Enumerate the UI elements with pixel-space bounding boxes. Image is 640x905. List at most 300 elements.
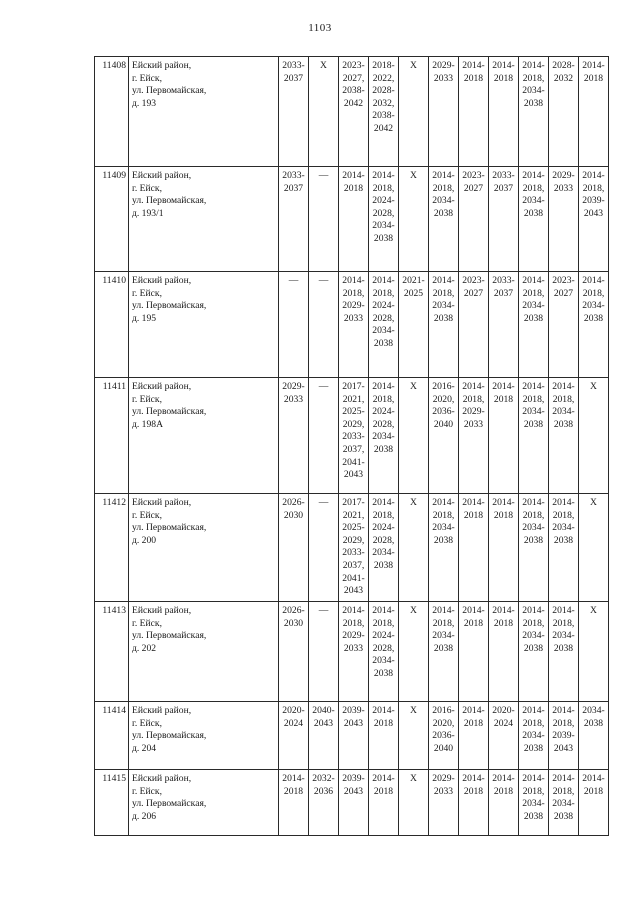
period-cell [459, 378, 489, 494]
cell-line: 2018 [463, 617, 484, 629]
cell-line: 2037 [493, 287, 514, 299]
cell-line: 2018, [372, 393, 395, 405]
period-cell [429, 378, 459, 494]
cell-line: 2030 [283, 617, 304, 629]
period-cell [519, 272, 549, 378]
cell-line: 2043 [343, 585, 364, 597]
cell-line: 2038 [373, 559, 394, 571]
cell-line: 2038 [373, 232, 394, 244]
cell-line: 2018, [522, 509, 545, 521]
cell-line: 2024 [493, 717, 514, 729]
cell-line: 2025 [403, 287, 424, 299]
cell-line: 2020, [432, 717, 455, 729]
period-cell [489, 702, 519, 770]
period-cell [459, 57, 489, 167]
cell-line: 2014- [462, 705, 485, 716]
cell-line: д. 195 [132, 312, 157, 324]
cell-line: 2043 [343, 717, 364, 729]
cell-line: 2038 [373, 443, 394, 455]
period-cell [549, 57, 579, 167]
cell-line: 2018, [552, 785, 575, 797]
period-cell [279, 167, 309, 272]
cell-line: — [318, 170, 329, 181]
cell-line: д. 193/1 [132, 207, 164, 219]
cell-line: 2018, [372, 617, 395, 629]
cell-line: 2018, [432, 182, 455, 194]
cell-line: 2018, [432, 617, 455, 629]
period-cell [309, 770, 339, 836]
cell-line: 2016- [432, 381, 455, 392]
cell-line: 2018, [582, 287, 605, 299]
cell-line: г. Ейск, [132, 182, 162, 194]
cell-line: 2014- [522, 170, 545, 181]
period-cell [519, 167, 549, 272]
period-cell [369, 167, 399, 272]
cell-line: 2034- [552, 630, 575, 642]
cell-line: 2014- [342, 275, 365, 286]
cell-line: ул. Первомайская, [132, 300, 207, 312]
period-cell [339, 378, 369, 494]
cell-line: 2018, [582, 182, 605, 194]
cell-line: 2018, [432, 287, 455, 299]
cell-line: 2033 [433, 72, 454, 84]
period-cell [279, 272, 309, 378]
cell-line: 2034- [432, 522, 455, 534]
cell-line: Ейский район, [132, 381, 192, 392]
cell-line: 2032, [372, 97, 395, 109]
period-cell [489, 167, 519, 272]
cell-line: 2033 [433, 785, 454, 797]
cell-line: ул. Первомайская, [132, 630, 207, 642]
cell-line: 2014- [372, 381, 395, 392]
cell-line: 2038 [553, 534, 574, 546]
cell-line: ул. Первомайская, [132, 522, 207, 534]
cell-line: X [410, 170, 417, 181]
cell-line: X [590, 605, 597, 616]
period-cell [519, 602, 549, 702]
cell-line: 2018 [583, 72, 604, 84]
cell-line: д. 198А [132, 418, 163, 430]
period-cell [429, 167, 459, 272]
cell-line: 2038 [523, 642, 544, 654]
cell-line: ул. Первомайская, [132, 85, 207, 97]
cell-line: 2018, [522, 393, 545, 405]
page-number: 1103 [308, 22, 332, 34]
cell-line: 2043 [553, 742, 574, 754]
cell-line: 2041- [342, 456, 365, 468]
cell-line: 2039- [342, 773, 365, 784]
period-cell [369, 494, 399, 602]
cell-line: 2020- [492, 705, 515, 716]
registry-table-body [95, 57, 609, 836]
cell-line: 2028- [552, 60, 575, 71]
cell-line: 2014- [462, 773, 485, 784]
cell-line: X [410, 497, 417, 508]
period-cell [579, 57, 609, 167]
period-cell [519, 770, 549, 836]
cell-line: 2014- [492, 773, 515, 784]
period-cell [399, 57, 429, 167]
cell-line: 2038 [523, 418, 544, 430]
cell-line: 2038 [373, 337, 394, 349]
cell-line: 2014- [282, 773, 305, 784]
address-cell [129, 602, 279, 702]
cell-line: 2034- [552, 798, 575, 810]
cell-line: 2014- [582, 773, 605, 784]
cell-line: 2037 [493, 182, 514, 194]
address-cell [129, 167, 279, 272]
period-cell [369, 702, 399, 770]
period-cell [579, 378, 609, 494]
period-cell [339, 57, 369, 167]
cell-line: 2014- [552, 605, 575, 616]
period-cell [429, 272, 459, 378]
cell-line: 2014- [432, 497, 455, 508]
cell-line: 2017- [342, 497, 365, 508]
cell-line: 2014- [372, 605, 395, 616]
cell-line: 2018, [372, 287, 395, 299]
cell-line: 2037 [283, 72, 304, 84]
cell-line: 2038 [433, 207, 454, 219]
cell-line: 2020, [432, 393, 455, 405]
period-cell [519, 378, 549, 494]
cell-line: 2018 [283, 785, 304, 797]
period-cell [279, 702, 309, 770]
cell-line: 2028, [372, 207, 395, 219]
cell-line: 2014- [522, 605, 545, 616]
cell-line: д. 206 [132, 810, 157, 822]
cell-line: 2024- [372, 300, 395, 312]
cell-line: 2038 [523, 312, 544, 324]
cell-line: 2014- [462, 497, 485, 508]
cell-line: г. Ейск, [132, 72, 162, 84]
cell-line: 2034- [432, 195, 455, 207]
table-row [95, 770, 609, 836]
cell-line: 2039- [552, 730, 575, 742]
cell-line: 2033- [342, 547, 365, 559]
cell-line: 2014- [522, 60, 545, 71]
period-cell [399, 167, 429, 272]
cell-line: 2036- [432, 406, 455, 418]
period-cell [519, 494, 549, 602]
cell-line: д. 204 [132, 742, 157, 754]
cell-line: X [320, 60, 327, 71]
period-cell [459, 602, 489, 702]
period-cell [369, 272, 399, 378]
period-cell [579, 494, 609, 602]
cell-line: 2018 [343, 182, 364, 194]
cell-line: Ейский район, [132, 170, 192, 181]
cell-line: 2021- [402, 275, 425, 286]
cell-line: X [410, 773, 417, 784]
cell-line: 2033- [492, 170, 515, 181]
period-cell [339, 702, 369, 770]
cell-line: 2038 [523, 742, 544, 754]
record-number: 11409 [95, 167, 129, 272]
cell-line: 2027, [342, 72, 365, 84]
cell-line: 2028, [372, 642, 395, 654]
cell-line: 2033 [553, 182, 574, 194]
cell-line: г. Ейск, [132, 717, 162, 729]
table-row [95, 494, 609, 602]
cell-line: 2021, [342, 393, 365, 405]
cell-line: 2029- [342, 630, 365, 642]
cell-line: 2034- [582, 300, 605, 312]
cell-line: 2018, [522, 287, 545, 299]
address-cell [129, 272, 279, 378]
cell-line: 2018 [373, 717, 394, 729]
period-cell [309, 602, 339, 702]
cell-line: 2018, [342, 617, 365, 629]
cell-line: 2029- [342, 300, 365, 312]
period-cell [399, 770, 429, 836]
cell-line: 2014- [372, 705, 395, 716]
period-cell [369, 378, 399, 494]
cell-line: 2038 [523, 534, 544, 546]
cell-line: 2014- [492, 60, 515, 71]
cell-line: 2018 [493, 72, 514, 84]
cell-line: 2037 [283, 182, 304, 194]
table-row [95, 167, 609, 272]
record-number: 11410 [95, 272, 129, 378]
table-row [95, 702, 609, 770]
record-number: 11415 [95, 770, 129, 836]
period-cell [489, 770, 519, 836]
cell-line: 2034- [552, 522, 575, 534]
cell-line: 2043 [343, 469, 364, 481]
cell-line: 2043 [343, 785, 364, 797]
cell-line: 2024- [372, 522, 395, 534]
cell-line: 2037, [342, 443, 365, 455]
cell-line: 2027 [463, 182, 484, 194]
table-row [95, 602, 609, 702]
cell-line: 2034- [432, 300, 455, 312]
cell-line: 2038 [583, 717, 604, 729]
cell-line: 2034- [372, 325, 395, 337]
cell-line: 2018, [372, 509, 395, 521]
cell-line: 2018 [493, 509, 514, 521]
cell-line: 2026- [282, 605, 305, 616]
period-cell [489, 602, 519, 702]
cell-line: 2041- [342, 572, 365, 584]
cell-line: 2038 [523, 810, 544, 822]
cell-line: 2038 [523, 97, 544, 109]
cell-line: 2033- [342, 431, 365, 443]
cell-line: 2034- [552, 406, 575, 418]
cell-line: д. 193 [132, 97, 157, 109]
period-cell [279, 57, 309, 167]
cell-line: г. Ейск, [132, 509, 162, 521]
period-cell [549, 702, 579, 770]
cell-line: 2033- [282, 170, 305, 181]
cell-line: 2018 [493, 785, 514, 797]
cell-line: 2038 [583, 312, 604, 324]
cell-line: 2014- [462, 605, 485, 616]
cell-line: 2033 [283, 393, 304, 405]
cell-line: 2018, [342, 287, 365, 299]
cell-line: 2020- [282, 705, 305, 716]
cell-line: Ейский район, [132, 497, 192, 508]
cell-line: 2018, [522, 182, 545, 194]
cell-line: 2014- [432, 170, 455, 181]
cell-line: 2034- [432, 630, 455, 642]
cell-line: 2036 [313, 785, 334, 797]
cell-line: 2014- [552, 497, 575, 508]
period-cell [399, 378, 429, 494]
period-cell [429, 57, 459, 167]
cell-line: 2018 [493, 617, 514, 629]
period-cell [279, 770, 309, 836]
cell-line: 2014- [522, 381, 545, 392]
cell-line: X [590, 381, 597, 392]
cell-line: 2014- [552, 705, 575, 716]
cell-line: 2014- [492, 605, 515, 616]
cell-line: 2036- [432, 730, 455, 742]
period-cell [579, 272, 609, 378]
period-cell [579, 167, 609, 272]
cell-line: 2024- [372, 195, 395, 207]
cell-line: 2014- [372, 275, 395, 286]
cell-line: г. Ейск, [132, 617, 162, 629]
cell-line: 2018, [552, 617, 575, 629]
cell-line: 2014- [432, 275, 455, 286]
cell-line: 2038 [553, 810, 574, 822]
cell-line: — [318, 497, 329, 508]
cell-line: X [410, 60, 417, 71]
cell-line: 2038 [523, 207, 544, 219]
period-cell [309, 702, 339, 770]
table-row [95, 378, 609, 494]
cell-line: 2014- [552, 381, 575, 392]
cell-line: 2034- [372, 655, 395, 667]
cell-line: 2018, [522, 717, 545, 729]
cell-line: 2034- [372, 220, 395, 232]
cell-line: — [318, 381, 329, 392]
cell-line: Ейский район, [132, 605, 192, 616]
period-cell [549, 494, 579, 602]
cell-line: 2029- [552, 170, 575, 181]
cell-line: 2029, [342, 534, 365, 546]
cell-line: ул. Первомайская, [132, 406, 207, 418]
cell-line: 2039- [582, 195, 605, 207]
cell-line: X [410, 705, 417, 716]
cell-line: 2034- [522, 522, 545, 534]
cell-line: 2033 [343, 642, 364, 654]
address-cell [129, 494, 279, 602]
cell-line: г. Ейск, [132, 287, 162, 299]
cell-line: 2014- [492, 497, 515, 508]
cell-line: ул. Первомайская, [132, 730, 207, 742]
cell-line: 2034- [522, 85, 545, 97]
cell-line: 2030 [283, 509, 304, 521]
period-cell [399, 494, 429, 602]
cell-line: 2018 [583, 785, 604, 797]
cell-line: 2029- [282, 381, 305, 392]
period-cell [429, 494, 459, 602]
period-cell [579, 702, 609, 770]
cell-line: 2014- [492, 381, 515, 392]
cell-line: 2034- [522, 300, 545, 312]
registry-table [94, 56, 609, 836]
cell-line: 2018, [552, 393, 575, 405]
cell-line: 2023- [342, 60, 365, 71]
address-cell [129, 702, 279, 770]
cell-line: 2029, [342, 418, 365, 430]
cell-line: 2034- [372, 431, 395, 443]
cell-line: 2034- [522, 798, 545, 810]
cell-line: 2025- [342, 406, 365, 418]
period-cell [399, 272, 429, 378]
cell-line: 2021, [342, 509, 365, 521]
record-number: 11411 [95, 378, 129, 494]
cell-line: 2043 [583, 207, 604, 219]
period-cell [309, 494, 339, 602]
cell-line: 2038 [553, 418, 574, 430]
cell-line: 2014- [582, 170, 605, 181]
cell-line: X [410, 381, 417, 392]
period-cell [399, 602, 429, 702]
cell-line: 2018 [463, 72, 484, 84]
period-cell [369, 770, 399, 836]
cell-line: — [318, 275, 329, 286]
period-cell [489, 272, 519, 378]
period-cell [309, 57, 339, 167]
cell-line: Ейский район, [132, 773, 192, 784]
cell-line: 2018, [522, 72, 545, 84]
period-cell [459, 770, 489, 836]
cell-line: 2018, [372, 182, 395, 194]
cell-line: 2014- [522, 275, 545, 286]
cell-line: 2018, [462, 393, 485, 405]
cell-line: 2042 [373, 122, 394, 134]
cell-line: 2014- [342, 605, 365, 616]
table-row [95, 57, 609, 167]
period-cell [279, 378, 309, 494]
period-cell [549, 272, 579, 378]
cell-line: 2033- [282, 60, 305, 71]
record-number: 11414 [95, 702, 129, 770]
period-cell [429, 602, 459, 702]
period-cell [339, 167, 369, 272]
cell-line: 2026- [282, 497, 305, 508]
cell-line: 2014- [522, 773, 545, 784]
period-cell [579, 602, 609, 702]
cell-line: Ейский район, [132, 60, 192, 71]
cell-line: 2025- [342, 522, 365, 534]
cell-line: 2037, [342, 559, 365, 571]
cell-line: 2014- [372, 497, 395, 508]
cell-line: 2038 [433, 642, 454, 654]
period-cell [429, 702, 459, 770]
cell-line: 2034- [372, 547, 395, 559]
period-cell [429, 770, 459, 836]
cell-line: 2018, [552, 509, 575, 521]
cell-line: 2028, [372, 418, 395, 430]
cell-line: 2038- [372, 110, 395, 122]
cell-line: 2018, [432, 509, 455, 521]
cell-line: 2018 [463, 785, 484, 797]
address-cell [129, 770, 279, 836]
cell-line: Ейский район, [132, 275, 192, 286]
cell-line: — [318, 605, 329, 616]
cell-line: 2033- [492, 275, 515, 286]
cell-line: 2034- [522, 406, 545, 418]
cell-line: 2018 [493, 393, 514, 405]
cell-line: 2038 [433, 534, 454, 546]
cell-line: 2016- [432, 705, 455, 716]
period-cell [459, 167, 489, 272]
cell-line: 2027 [553, 287, 574, 299]
